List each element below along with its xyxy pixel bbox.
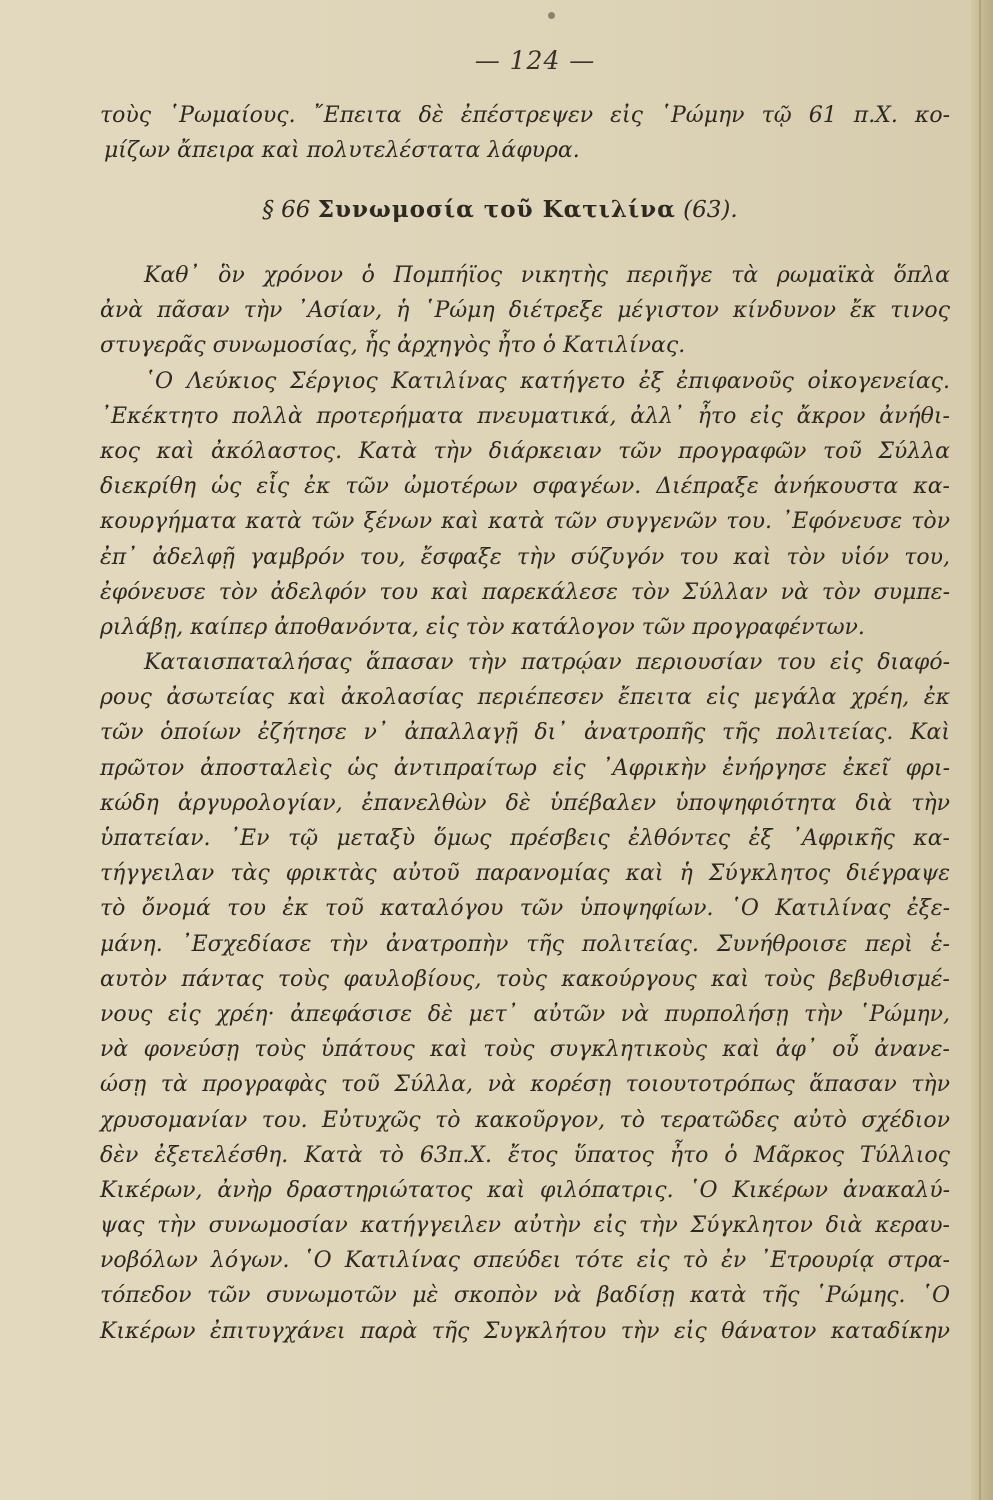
text-line: ρους ἀσωτείας καὶ ἀκολασίας περιέπεσεν ἔπειτα εἰς μεγάλα χρέη, ἐκ xyxy=(100,685,950,711)
text-line: Κικέρων ἐπιτυγχάνει παρὰ τῆς Συγκλήτου τὴν εἰς θάνατον καταδίκην xyxy=(100,1318,950,1344)
text-line: τῶν ὁποίων ἐζήτησε ν᾽ ἀπαλλαγῇ δι᾽ ἀνατροπῆς τῆς πολιτείας. Καὶ xyxy=(100,720,950,746)
text-line: νοβόλων λόγων. ῾Ο Κατιλίνας σπεύδει τότε εἰς τὸ ἐν ᾿Ετρουρίᾳ στρα- xyxy=(100,1248,950,1274)
text-line: διεκρίθη ὡς εἷς ἐκ τῶν ὠμοτέρων σφαγέων. Διέπραξε ἀνήκουστα κα- xyxy=(100,474,950,500)
spine-fold-line xyxy=(979,0,981,1500)
page-number: — 124 — xyxy=(474,46,596,75)
text-line: ἐφόνευσε τὸν ἀδελφόν του καὶ παρεκάλεσε τὸν Σύλλαν νὰ τὸν συμπε- xyxy=(100,579,950,605)
text-line: ᾿Εκέκτητο πολλὰ προτερήματα πνευματικά, ἀλλ᾽ ἦτο εἰς ἄκρον ἀνήθι- xyxy=(100,403,950,429)
text-line: ώσῃ τὰ προγραφὰς τοῦ Σύλλα, νὰ κορέσῃ τοιουτοτρόπως ἅπασαν τὴν xyxy=(100,1072,950,1098)
section-heading xyxy=(0,196,993,223)
text-line: ριλάβῃ, καίπερ ἀποθανόντα, εἰς τὸν κατάλογον τῶν προγραφέντων. xyxy=(100,614,865,640)
text-line: ῾Ο Λεύκιος Σέργιος Κατιλίνας κατήγετο ἐξ ἐπιφανοῦς οἰκογενείας. xyxy=(144,368,950,394)
text-line: Καταισπαταλήσας ἅπασαν τὴν πατρῴαν περιουσίαν του εἰς διαφό- xyxy=(144,650,950,676)
text-line: ἀνὰ πᾶσαν τὴν ᾿Ασίαν, ἡ ῾Ρώμη διέτρεξε μέγιστον κίνδυνον ἔκ τινος xyxy=(100,298,950,324)
text-line: χρυσομανίαν του. Εὐτυχῶς τὸ κακοῦργον, τὸ τερατῶδες αὐτὸ σχέδιον xyxy=(100,1107,950,1133)
top-paragraph xyxy=(100,98,950,168)
text-line: τόπεδον τῶν συνωμοτῶν μὲ σκοπὸν νὰ βαδίσῃ κατὰ τῆς ῾Ρώμης. ῾Ο xyxy=(100,1283,950,1309)
text-line: ἐπ᾽ ἀδελφῇ γαμβρόν του, ἔσφαξε τὴν σύζυγόν του καὶ τὸν υἱόν του, xyxy=(100,544,950,570)
text-line: κος καὶ ἀκόλαστος. Κατὰ τὴν διάρκειαν τῶν προγραφῶν τοῦ Σύλλα xyxy=(100,438,950,464)
text-line: τήγγειλαν τὰς φρικτὰς αὐτοῦ παρανομίας καὶ ἡ Σύγκλητος διέγραψε xyxy=(100,861,950,887)
body-text xyxy=(100,258,950,1349)
text-line: μάνη. ᾿Εσχεδίασε τὴν ἀνατροπὴν τῆς πολιτείας. Συνήθροισε περὶ ἑ- xyxy=(100,931,950,957)
text-line: Καθ᾽ ὃν χρόνον ὁ Πομπήϊος νικητὴς περιῆγε τὰ ρωμαϊκὰ ὅπλα xyxy=(144,263,950,288)
text-line: μίζων ἄπειρα καὶ πολυτελέστατα λάφυρα. xyxy=(104,138,580,164)
text-line: τοὺς ῾Ρωμαίους. ῎Επειτα δὲ ἐπέστρεψεν εἰς ῾Ρώμην τῷ 61 π.Χ. κο- xyxy=(100,103,950,128)
section-title: Συνωμοσία τοῦ Κατιλίνα xyxy=(317,196,676,223)
text-line: δὲν ἐξετελέσθη. Κατὰ τὸ 63π.Χ. ἔτος ὕπατος ἦτο ὁ Μᾶρκος Τύλλιος xyxy=(100,1142,950,1168)
text-line: νους εἰς χρέη· ἀπεφάσισε δὲ μετ᾽ αὐτῶν νὰ πυρπολήσῃ τὴν ῾Ρώμην, xyxy=(100,1001,950,1027)
text-line: ὑπατείαν. ᾿Εν τῷ μεταξὺ ὅμως πρέσβεις ἐλθόντες ἐξ ᾿Αφρικῆς κα- xyxy=(100,826,950,851)
text-line: ψας τὴν συνωμοσίαν κατήγγειλεν αὐτὴν εἰς τὴν Σύγκλητον διὰ κεραυ- xyxy=(100,1213,950,1239)
section-number: § 66 xyxy=(262,197,311,223)
section-year: (63). xyxy=(683,197,738,223)
text-line: Κικέρων, ἀνὴρ δραστηριώτατος καὶ φιλόπατρις. ῾Ο Κικέρων ἀνακαλύ- xyxy=(100,1177,950,1203)
text-line: τὸ ὄνομά του ἐκ τοῦ καταλόγου τῶν ὑποψηφίων. ῾Ο Κατιλίνας ἐξε- xyxy=(100,896,950,922)
text-line: αυτὸν πάντας τοὺς φαυλοβίους, τοὺς κακούργους καὶ τοὺς βεβυθισμέ- xyxy=(100,966,950,992)
book-spine-edge xyxy=(971,0,993,1500)
text-line: νὰ φονεύσῃ τοὺς ὑπάτους καὶ τοὺς συγκλητικοὺς καὶ ἀφ᾽ οὗ ἀνανε- xyxy=(100,1037,950,1063)
text-line: κουργήματα κατὰ τῶν ξένων καὶ κατὰ τῶν συγγενῶν του. ᾿Εφόνευσε τὸν xyxy=(100,509,950,535)
ink-dot xyxy=(548,12,555,19)
text-line: κώδη ἀργυρολογίαν, ἐπανελθὼν δὲ ὑπέβαλεν ὑποψηφιότητα διὰ τὴν xyxy=(100,790,950,816)
text-line: πρῶτον ἀποσταλεὶς ὡς ἀντιπραίτωρ εἰς ᾿Αφρικὴν ἐνήργησε ἐκεῖ φρι- xyxy=(100,755,950,781)
text-line: στυγερᾶς συνωμοσίας, ἧς ἀρχηγὸς ἦτο ὁ Κατιλίνας. xyxy=(100,333,686,359)
